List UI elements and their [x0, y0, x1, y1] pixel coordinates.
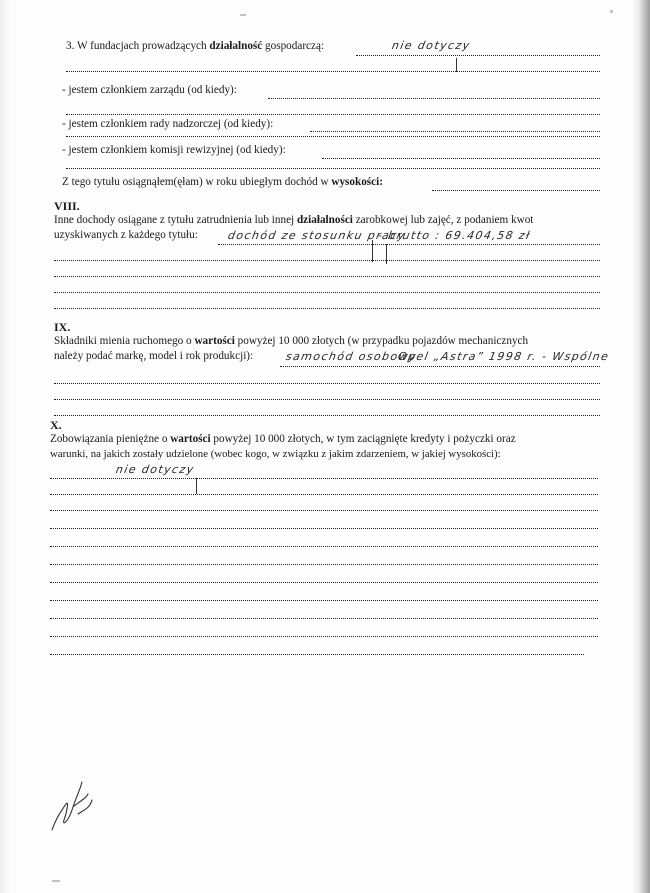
section-ix-text2: należy podać markę, model i rok produkcji):	[54, 350, 254, 362]
dotted-line	[66, 136, 600, 137]
dotted-line	[268, 98, 600, 99]
scan-speck	[240, 14, 246, 16]
handwritten-answer: nie dotyczy	[390, 39, 472, 52]
handwritten-answer: samochód osobowy	[284, 350, 419, 363]
dotted-line	[310, 131, 600, 132]
dotted-line	[50, 510, 598, 511]
section-viii-text1: Inne dochody osiągane z tytułu zatrudnienia lub innej działalności zarobkowej lub zajęć, z podaniem kwot	[54, 214, 534, 226]
dotted-line	[54, 260, 600, 261]
dotted-line	[50, 528, 598, 529]
handwritten-answer: dochód ze stosunku pracy	[226, 229, 407, 242]
handwritten-stroke	[196, 478, 197, 494]
handwritten-stroke	[386, 244, 387, 264]
handwritten-answer: nie dotyczy	[114, 463, 196, 476]
handwritten-answer: - brutto : 69.404,58 zł	[376, 229, 532, 242]
dotted-line	[66, 114, 600, 115]
dotted-line	[66, 71, 600, 72]
dotted-line	[50, 654, 584, 655]
dotted-line	[432, 190, 600, 191]
dotted-line	[50, 618, 598, 619]
section-x-text2: warunki, na jakich zostały udzielone (wobec kogo, w związku z jakim zdarzeniem, w jakiej wysokości):	[50, 448, 501, 460]
dotted-line	[54, 308, 600, 309]
dotted-line	[356, 55, 600, 56]
supervisory-member-label: - jestem członkiem rady nadzorczej (od kiedy):	[62, 118, 274, 130]
dotted-line	[50, 478, 598, 479]
section-x-heading: X.	[50, 418, 62, 432]
board-member-label: - jestem członkiem zarządu (od kiedy):	[62, 84, 237, 96]
section-viii-heading: VIII.	[54, 199, 80, 213]
dotted-line	[54, 415, 600, 416]
dotted-line	[54, 399, 600, 400]
dotted-line	[50, 494, 598, 495]
dotted-line	[66, 168, 600, 169]
handwritten-stroke	[372, 240, 373, 262]
section-x-text1: Zobowiązania pieniężne o wartości powyżej 10 000 złotych, w tym zaciągnięte kredyty i pożyczki oraz	[50, 433, 516, 445]
audit-member-label: - jestem członkiem komisji rewizyjnej (od kiedy):	[62, 144, 286, 156]
dotted-line	[322, 158, 600, 159]
scan-edge-right	[632, 0, 650, 893]
section-viii-text2: uzyskiwanych z każdego tytułu:	[54, 229, 198, 241]
handwritten-stroke	[456, 58, 457, 72]
scan-edge-left	[0, 0, 10, 893]
income-label: Z tego tytułu osiągnąłem(ęłam) w roku ubiegłym dochód w wysokości:	[62, 176, 383, 188]
dotted-line	[54, 292, 600, 293]
dotted-line	[50, 600, 598, 601]
dotted-line	[280, 366, 600, 367]
dotted-line	[50, 636, 598, 637]
dotted-line	[50, 582, 598, 583]
scan-speck	[52, 880, 60, 882]
item3-text: 3. W fundacjach prowadzących działalność gospodarczą:	[66, 40, 325, 52]
dotted-line	[50, 546, 598, 547]
handwritten-answer: Opel „Astra” 1998 r. - Wspólne	[396, 350, 611, 363]
signature-mark	[42, 770, 102, 840]
section-ix-text1: Składniki mienia ruchomego o wartości powyżej 10 000 złotych (w przypadku pojazdów mechanicznych	[54, 335, 529, 347]
dotted-line	[54, 276, 600, 277]
dotted-line	[218, 244, 600, 245]
scan-speck	[610, 10, 613, 13]
dotted-line	[50, 564, 598, 565]
dotted-line	[54, 383, 600, 384]
section-ix-heading: IX.	[54, 320, 71, 334]
